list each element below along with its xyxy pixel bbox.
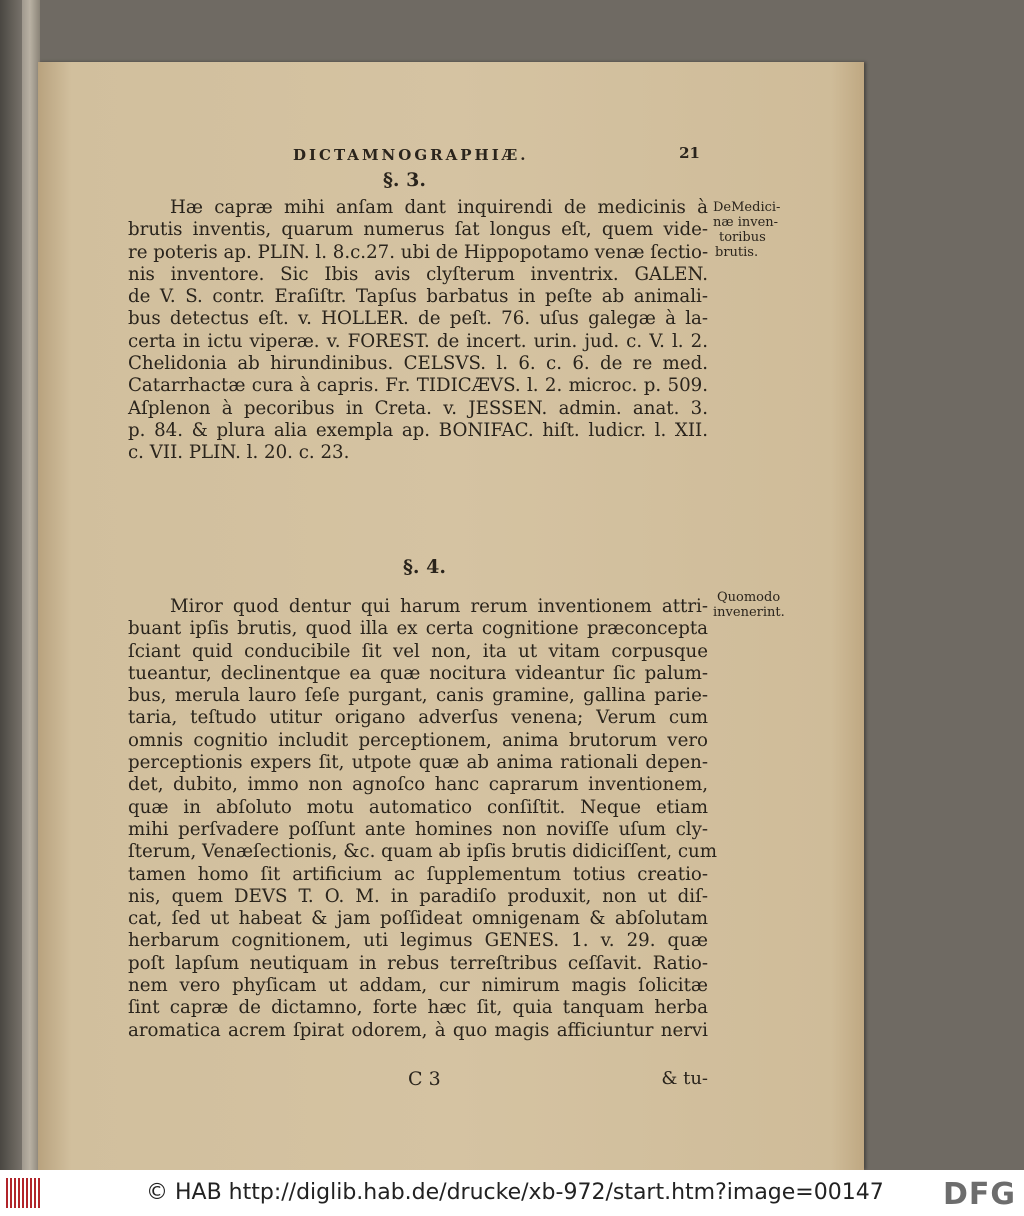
text-line: Aſplenon à pecoribus in Creta. v. JESSEN. admin. anat. 3. xyxy=(128,397,708,419)
margin-note-line: brutis. xyxy=(715,245,759,260)
text-line: ſciant quid conducibile ſit vel non, ita ut vitam corpusque xyxy=(128,640,708,662)
section-4-heading: §. 4. xyxy=(403,556,447,578)
text-line: nem vero phyſicam ut addam, cur nimirum magis ſolicitæ xyxy=(128,975,708,997)
margin-note-section-4 xyxy=(713,590,785,620)
text-line: buant ipſis brutis, quod illa ex certa cognitione præconcepta xyxy=(128,618,708,640)
book-page xyxy=(38,62,864,1170)
text-line: tamen homo ſit artificium ac ſupplementum totius creatio- xyxy=(128,863,708,885)
text-line: brutis inventis, quarum numerus ſat longus eſt, quem vide- xyxy=(128,219,708,241)
text-line: ſint capræ de dictamno, forte hæc ſit, quia tanquam herba xyxy=(128,997,708,1019)
text-line: aromatica acrem ſpirat odorem, à quo magis afficiuntur nervi xyxy=(128,1019,708,1041)
text-line: certa in ictu viperæ. v. FOREST. de incert. urin. jud. c. V. l. 2. xyxy=(128,330,708,352)
text-line: Catarrhactæ cura à capris. Fr. TIDICÆVS. l. 2. microc. p. 509. xyxy=(128,375,708,397)
text-line: taria, teſtudo utitur origano adverſus venena; Verum cum xyxy=(128,707,708,729)
text-line: nis inventore. Sic Ibis avis clyſterum inventrix. GALEN. xyxy=(128,263,708,285)
text-line: Miror quod dentur qui harum rerum inventionem attri- xyxy=(170,596,708,617)
text-line: bus, merula lauro ſeſe purgant, canis gramine, gallina parie- xyxy=(128,685,708,707)
viewer-footer-bar xyxy=(0,1170,1024,1216)
text-line: p. 84. & plura alia exempla ap. BONIFAC. hiſt. ludicr. l. XII. xyxy=(128,419,708,441)
text-line: Hæ capræ mihi anſam dant inquirendi de medicinis à xyxy=(170,197,708,218)
running-title: DICTAMNOGRAPHIÆ. xyxy=(293,146,529,164)
text-line: tueantur, declinentque ea quæ nocitura videantur ſic palum- xyxy=(128,662,708,684)
text-line: poſt lapſum neutiquam in rebus terreſtribus ceſſavit. Ratio- xyxy=(128,952,708,974)
running-head xyxy=(128,142,708,168)
margin-note-section-3 xyxy=(713,200,780,260)
catchword: & tu- xyxy=(661,1068,708,1089)
text-line: omnis cognitio includit perceptionem, anima brutorum vero xyxy=(128,729,708,751)
text-line: mihi perſvadere poſſunt ante homines non noviſſe uſum cly- xyxy=(128,818,708,840)
margin-note-line: næ inven- xyxy=(713,215,779,230)
section-4-paragraph xyxy=(128,596,717,1042)
margin-note-line: toribus xyxy=(719,230,766,245)
text-line: bus detectus eſt. v. HOLLER. de peſt. 76. uſus galegæ à la- xyxy=(128,308,708,330)
margin-note-line: Quomodo xyxy=(717,590,781,605)
text-line: det, dubito, immo non agnoſco hanc caprarum inventionem, xyxy=(128,774,708,796)
text-line: cat, ſed ut habeat & jam poſſideat omnigenam & abſolutam xyxy=(128,908,708,930)
barcode-icon xyxy=(6,1178,40,1208)
page-footer xyxy=(128,1068,708,1092)
text-line: herbarum cognitionem, uti legimus GENES. 1. v. 29. quæ xyxy=(128,930,708,952)
text-line: ſterum, Venæſectionis, &c. quam ab ipſis brutis didiciſſent, cum xyxy=(128,841,717,863)
text-line: re poteris ap. PLIN. l. 8.c.27. ubi de Hippopotamo venæ ſectio- xyxy=(128,241,709,263)
signature-mark: C 3 xyxy=(408,1068,441,1090)
text-line: c. VII. PLIN. l. 20. c. 23. xyxy=(128,442,350,464)
margin-note-line: DeMedici- xyxy=(713,200,781,215)
copyright-link[interactable]: © HAB http://diglib.hab.de/drucke/xb-972/start.htm?image=00147 xyxy=(146,1180,884,1205)
text-line: Chelidonia ab hirundinibus. CELSVS. l. 6. c. 6. de re med. xyxy=(128,353,708,375)
text-line: perceptionis expers ſit, utpote quæ ab anima rationali depen- xyxy=(128,752,708,774)
dfg-logo: DFG xyxy=(942,1177,1016,1212)
section-3-paragraph xyxy=(128,197,708,465)
book-spine-shadow xyxy=(0,0,22,1170)
text-line: nis, quem DEVS T. O. M. in paradiſo produxit, non ut diſ- xyxy=(128,885,708,907)
margin-note-line: invenerint. xyxy=(713,605,785,620)
page-number: 21 xyxy=(679,144,700,162)
section-3-heading: §. 3. xyxy=(383,169,427,191)
text-line: de V. S. contr. Eraſiſtr. Tapſus barbatus in peſte ab animali- xyxy=(128,286,708,308)
text-line: quæ in abſoluto motu automatico conſiſtit. Neque etiam xyxy=(128,796,708,818)
